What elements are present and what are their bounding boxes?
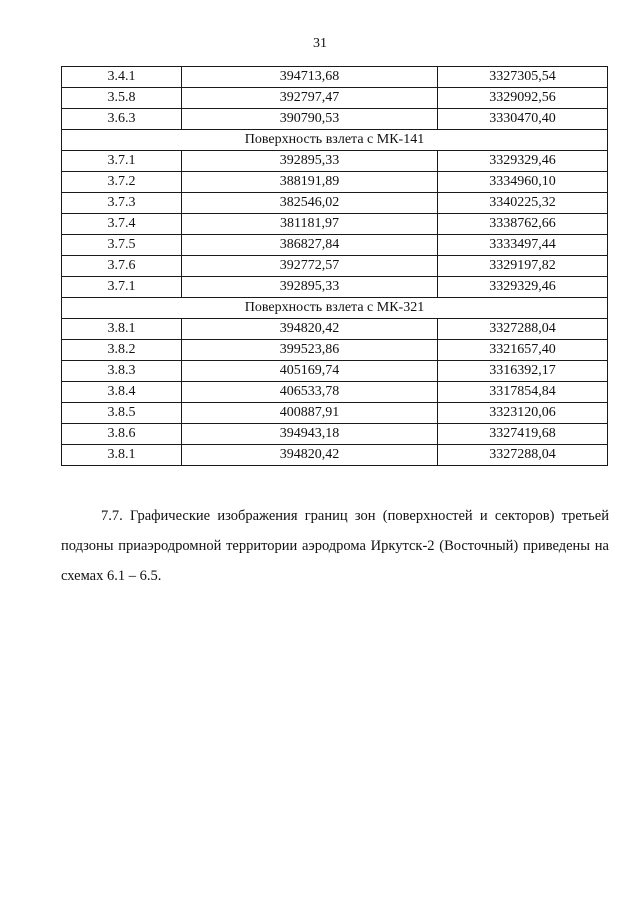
table-row [62, 340, 608, 361]
y-coordinate-cell: 3334960,10 [438, 172, 608, 193]
table-section-row [62, 130, 608, 151]
x-coordinate-cell: 382546,02 [182, 193, 438, 214]
table-row [62, 424, 608, 445]
table-row [62, 403, 608, 424]
table-row [62, 235, 608, 256]
coordinates-table [61, 66, 608, 466]
point-number-cell: 3.7.6 [62, 256, 182, 277]
y-coordinate-cell: 3329092,56 [438, 88, 608, 109]
x-coordinate-cell: 392772,57 [182, 256, 438, 277]
y-coordinate-cell: 3333497,44 [438, 235, 608, 256]
point-number-cell: 3.7.1 [62, 151, 182, 172]
x-coordinate-cell: 394943,18 [182, 424, 438, 445]
x-coordinate-cell: 394713,68 [182, 67, 438, 88]
table-row [62, 445, 608, 466]
point-number-cell: 3.7.3 [62, 193, 182, 214]
x-coordinate-cell: 392895,33 [182, 151, 438, 172]
table-row [62, 172, 608, 193]
table-row [62, 193, 608, 214]
table-row [62, 151, 608, 172]
x-coordinate-cell: 400887,91 [182, 403, 438, 424]
table-row [62, 109, 608, 130]
x-coordinate-cell: 406533,78 [182, 382, 438, 403]
point-number-cell: 3.8.2 [62, 340, 182, 361]
table-row [62, 88, 608, 109]
point-number-cell: 3.8.3 [62, 361, 182, 382]
y-coordinate-cell: 3329329,46 [438, 151, 608, 172]
point-number-cell: 3.8.1 [62, 319, 182, 340]
y-coordinate-cell: 3329197,82 [438, 256, 608, 277]
y-coordinate-cell: 3317854,84 [438, 382, 608, 403]
y-coordinate-cell: 3329329,46 [438, 277, 608, 298]
body-paragraph: 7.7. Графические изображения границ зон (поверхностей и секторов) третьей подзоны приаэродромной территории аэродрома Иркутск-2 (Восточный) приведены на схемах 6.1 – 6.5. [61, 508, 609, 584]
point-number-cell: 3.7.4 [62, 214, 182, 235]
x-coordinate-cell: 392895,33 [182, 277, 438, 298]
y-coordinate-cell: 3330470,40 [438, 109, 608, 130]
point-number-cell: 3.6.3 [62, 109, 182, 130]
section-title: Поверхность взлета с МК-321 [62, 298, 608, 319]
y-coordinate-cell: 3327288,04 [438, 319, 608, 340]
point-number-cell: 3.8.6 [62, 424, 182, 445]
point-number-cell: 3.8.4 [62, 382, 182, 403]
x-coordinate-cell: 392797,47 [182, 88, 438, 109]
y-coordinate-cell: 3316392,17 [438, 361, 608, 382]
point-number-cell: 3.8.1 [62, 445, 182, 466]
point-number-cell: 3.8.5 [62, 403, 182, 424]
y-coordinate-cell: 3327305,54 [438, 67, 608, 88]
x-coordinate-cell: 399523,86 [182, 340, 438, 361]
x-coordinate-cell: 381181,97 [182, 214, 438, 235]
page-number: 31 [313, 36, 327, 51]
point-number-cell: 3.4.1 [62, 67, 182, 88]
table-row [62, 361, 608, 382]
point-number-cell: 3.7.2 [62, 172, 182, 193]
table-row [62, 67, 608, 88]
point-number-cell: 3.5.8 [62, 88, 182, 109]
section-title: Поверхность взлета с МК-141 [62, 130, 608, 151]
y-coordinate-cell: 3321657,40 [438, 340, 608, 361]
point-number-cell: 3.7.1 [62, 277, 182, 298]
table-row [62, 256, 608, 277]
table-section-row [62, 298, 608, 319]
y-coordinate-cell: 3323120,06 [438, 403, 608, 424]
y-coordinate-cell: 3327419,68 [438, 424, 608, 445]
x-coordinate-cell: 386827,84 [182, 235, 438, 256]
table-row [62, 319, 608, 340]
x-coordinate-cell: 390790,53 [182, 109, 438, 130]
y-coordinate-cell: 3338762,66 [438, 214, 608, 235]
y-coordinate-cell: 3340225,32 [438, 193, 608, 214]
coordinates-table-body [62, 67, 608, 466]
x-coordinate-cell: 394820,42 [182, 445, 438, 466]
table-row [62, 277, 608, 298]
x-coordinate-cell: 394820,42 [182, 319, 438, 340]
point-number-cell: 3.7.5 [62, 235, 182, 256]
table-row [62, 214, 608, 235]
x-coordinate-cell: 388191,89 [182, 172, 438, 193]
table-row [62, 382, 608, 403]
y-coordinate-cell: 3327288,04 [438, 445, 608, 466]
x-coordinate-cell: 405169,74 [182, 361, 438, 382]
